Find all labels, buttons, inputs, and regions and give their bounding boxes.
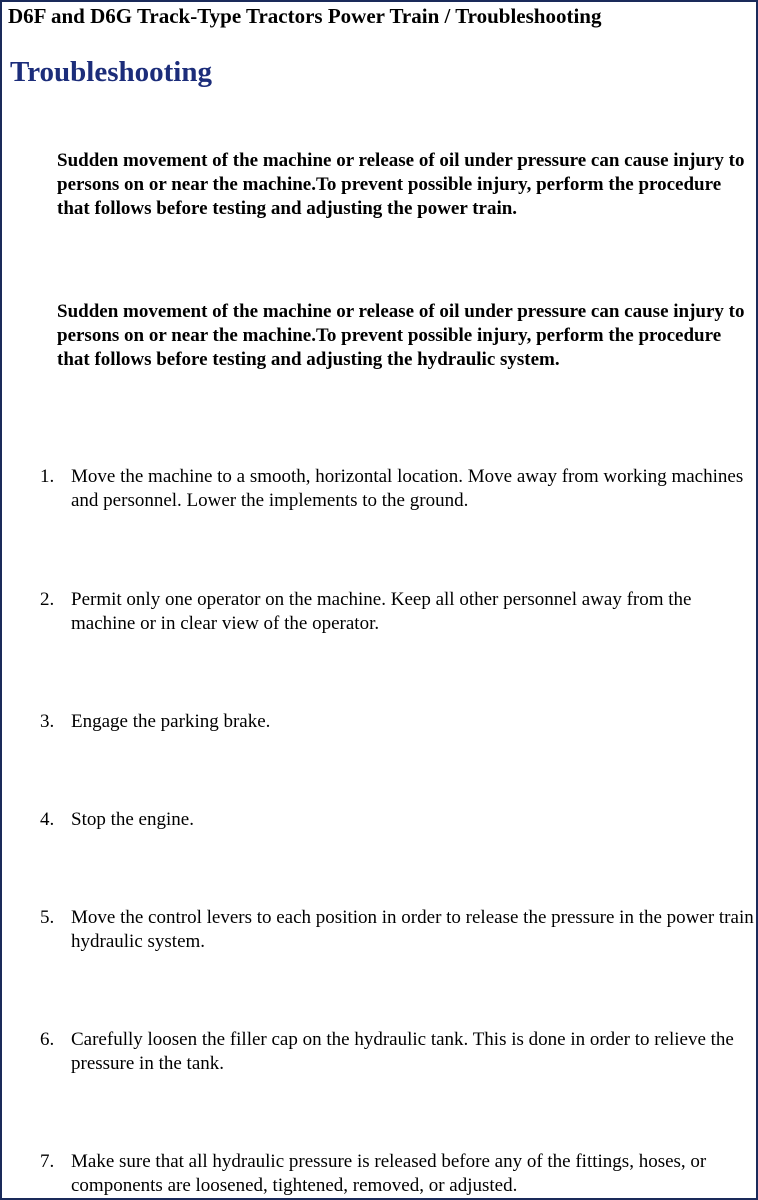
step-text: Permit only one operator on the machine. Keep all other personnel away from the machine or in clear view of the operator. (71, 589, 692, 634)
step-number: 2. (40, 589, 55, 610)
warning-hydraulic-system: Sudden movement of the machine or release of oil under pressure can cause injury to persons on or near the machine.To prevent possible injury, perform the procedure that follows before testing and adjusting the hydraulic system. (57, 301, 745, 370)
step-number: 3. (40, 711, 55, 732)
step-number: 7. (40, 1151, 55, 1172)
step-text: Move the machine to a smooth, horizontal location. Move away from working machines and personnel. Lower the implements to the ground. (71, 466, 744, 511)
document-breadcrumb: D6F and D6G Track-Type Tractors Power Train / Troubleshooting (8, 4, 602, 28)
page-title: Troubleshooting (10, 56, 212, 88)
step-text: Engage the parking brake. (71, 711, 271, 732)
step-text: Move the control levers to each position in order to release the pressure in the power train hydraulic system. (71, 907, 754, 952)
step-number: 1. (40, 466, 55, 487)
step-text: Stop the engine. (71, 809, 194, 830)
step-text: Make sure that all hydraulic pressure is released before any of the fittings, hoses, or components are loosened, tightened, removed, or adjusted. (71, 1151, 707, 1196)
step-number: 6. (40, 1029, 55, 1050)
step-number: 4. (40, 809, 55, 830)
warning-power-train: Sudden movement of the machine or release of oil under pressure can cause injury to persons on or near the machine.To prevent possible injury, perform the procedure that follows before testing and adjusting the power train. (57, 150, 745, 219)
step-text: Carefully loosen the filler cap on the hydraulic tank. This is done in order to relieve the pressure in the tank. (71, 1029, 734, 1074)
step-number: 5. (40, 907, 55, 928)
